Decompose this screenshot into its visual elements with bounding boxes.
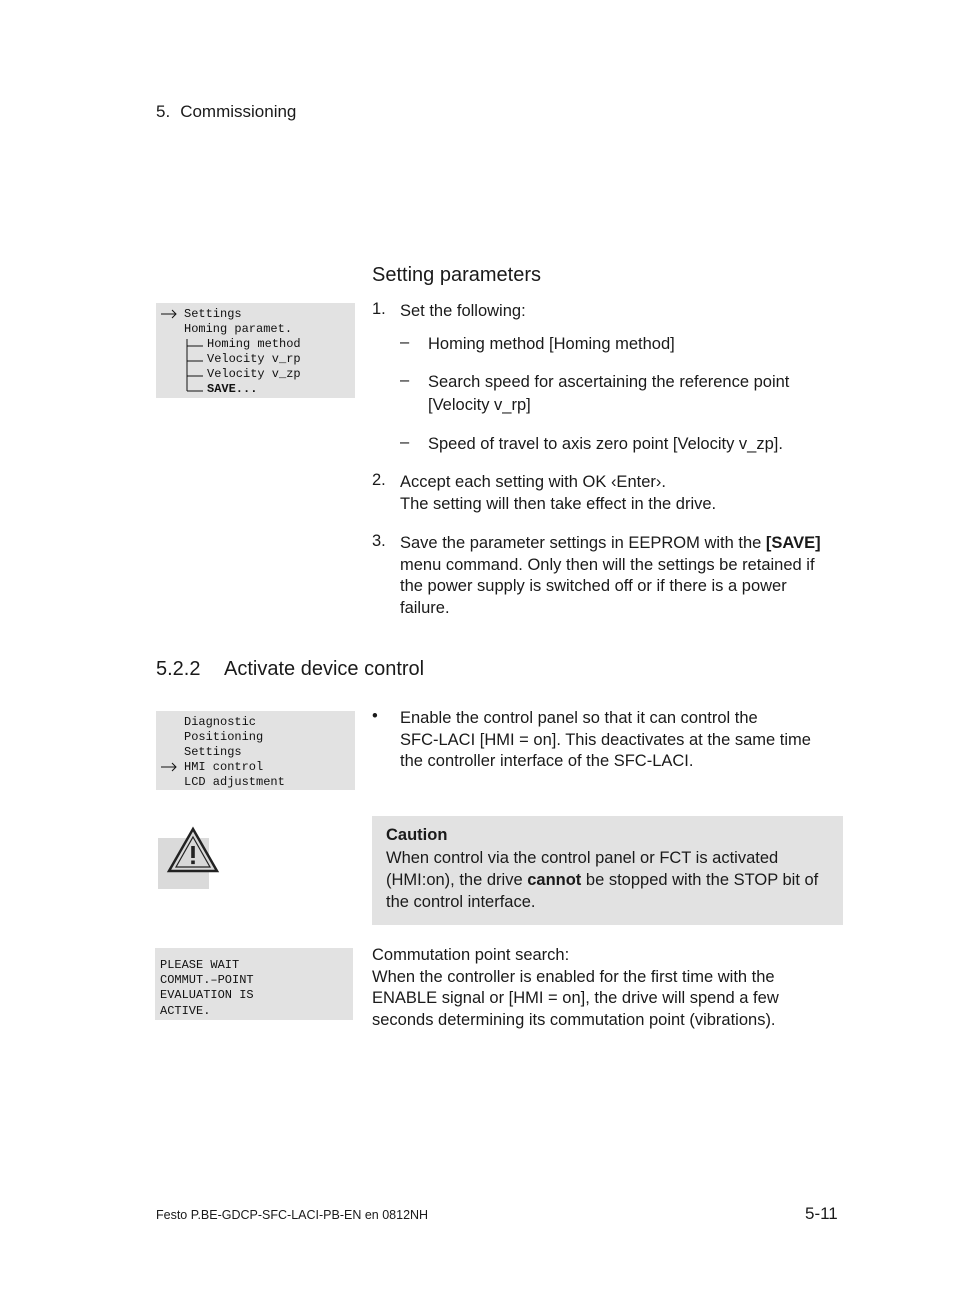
lcd-line: EVALUATION IS <box>160 988 254 1002</box>
lcd-please-wait <box>155 948 353 1020</box>
footer-document-id: Festo P.BE-GDCP-SFC-LACI-PB-EN en 0812NH <box>156 1208 429 1222</box>
dash-item-text: Search speed for ascertaining the reference point <box>428 373 790 391</box>
bullet-text: the controller interface of the SFC-LACI. <box>400 752 694 770</box>
dash-item-text: Homing method [Homing method] <box>428 335 675 353</box>
lcd-settings-menu <box>156 303 355 398</box>
lcd-line: HMI control <box>184 760 264 774</box>
bullet-text: Enable the control panel so that it can control the <box>400 709 758 727</box>
step-number: 1. <box>372 300 386 318</box>
lcd-line: Homing paramet. <box>184 322 293 336</box>
lcd-line: COMMUT.–POINT <box>160 973 254 987</box>
setting-parameters-heading: Setting parameters <box>372 264 541 286</box>
bullet-text: SFC-LACI [HMI = on]. This deactivates at the same time <box>400 731 811 749</box>
commutation-text: ENABLE signal or [HMI = on], the drive will spend a few <box>372 989 779 1007</box>
lcd-line: Positioning <box>184 730 264 744</box>
lcd-line: Velocity v_rp <box>207 352 301 366</box>
step-text: The setting will then take effect in the drive. <box>400 495 717 513</box>
page-number: 5-11 <box>805 1204 838 1223</box>
caution-title: Caution <box>386 826 448 844</box>
lcd-line: Settings <box>184 745 242 759</box>
caution-emphasis: cannot <box>527 871 582 889</box>
caution-text <box>386 847 841 913</box>
chapter-title: Commissioning <box>180 102 297 121</box>
step-text: the power supply is switched off or if there is a power <box>400 577 787 595</box>
step-text: Accept each setting with OK ‹Enter›. <box>400 473 666 491</box>
chapter-header <box>156 102 296 122</box>
dash-item-text: Speed of travel to axis zero point [Velocity v_zp]. <box>428 435 783 453</box>
lcd-line: Velocity v_zp <box>207 367 301 381</box>
caution-line: When control via the control panel or FCT is activated <box>386 849 779 867</box>
bullet-marker: • <box>372 707 378 725</box>
caution-box <box>372 816 843 925</box>
dash-marker: – <box>400 371 410 389</box>
lcd-line: Diagnostic <box>184 715 257 729</box>
lcd-line: ACTIVE. <box>160 1004 211 1018</box>
commutation-text: seconds determining its commutation point (vibrations). <box>372 1011 776 1029</box>
step-text: failure. <box>400 599 450 617</box>
commutation-heading: Commutation point search: <box>372 946 570 964</box>
caution-line <box>386 869 841 891</box>
warning-icon <box>166 826 220 874</box>
lcd-line: Settings <box>184 307 242 321</box>
section-number: 5.2.2 <box>156 658 201 680</box>
lcd-line: LCD adjustment <box>184 775 285 789</box>
lcd-line-save: SAVE... <box>207 382 258 396</box>
commutation-text: When the controller is enabled for the first time with the <box>372 968 775 986</box>
dash-marker: – <box>400 433 410 451</box>
step-number: 2. <box>372 471 386 489</box>
caution-text-part: be stopped with the STOP bit of <box>581 871 819 889</box>
section-title: Activate device control <box>224 658 425 680</box>
step-text: Set the following: <box>400 302 526 320</box>
lcd-line: PLEASE WAIT <box>160 958 240 972</box>
save-command-label: [SAVE] <box>765 534 821 552</box>
dash-item-text: [Velocity v_rp] <box>428 396 531 414</box>
step-text: menu command. Only then will the settings be retained if <box>400 556 815 574</box>
step-text-part: Save the parameter settings in EEPROM with the <box>400 534 766 552</box>
caution-text-part: (HMI:on), the drive <box>386 871 528 889</box>
chapter-number: 5. <box>156 102 171 121</box>
step-text <box>400 532 821 554</box>
lcd-main-menu <box>156 711 355 790</box>
dash-marker: – <box>400 333 410 351</box>
step-number: 3. <box>372 532 386 550</box>
caution-line: the control interface. <box>386 893 536 911</box>
lcd-line: Homing method <box>207 337 301 351</box>
section-heading <box>156 658 424 681</box>
